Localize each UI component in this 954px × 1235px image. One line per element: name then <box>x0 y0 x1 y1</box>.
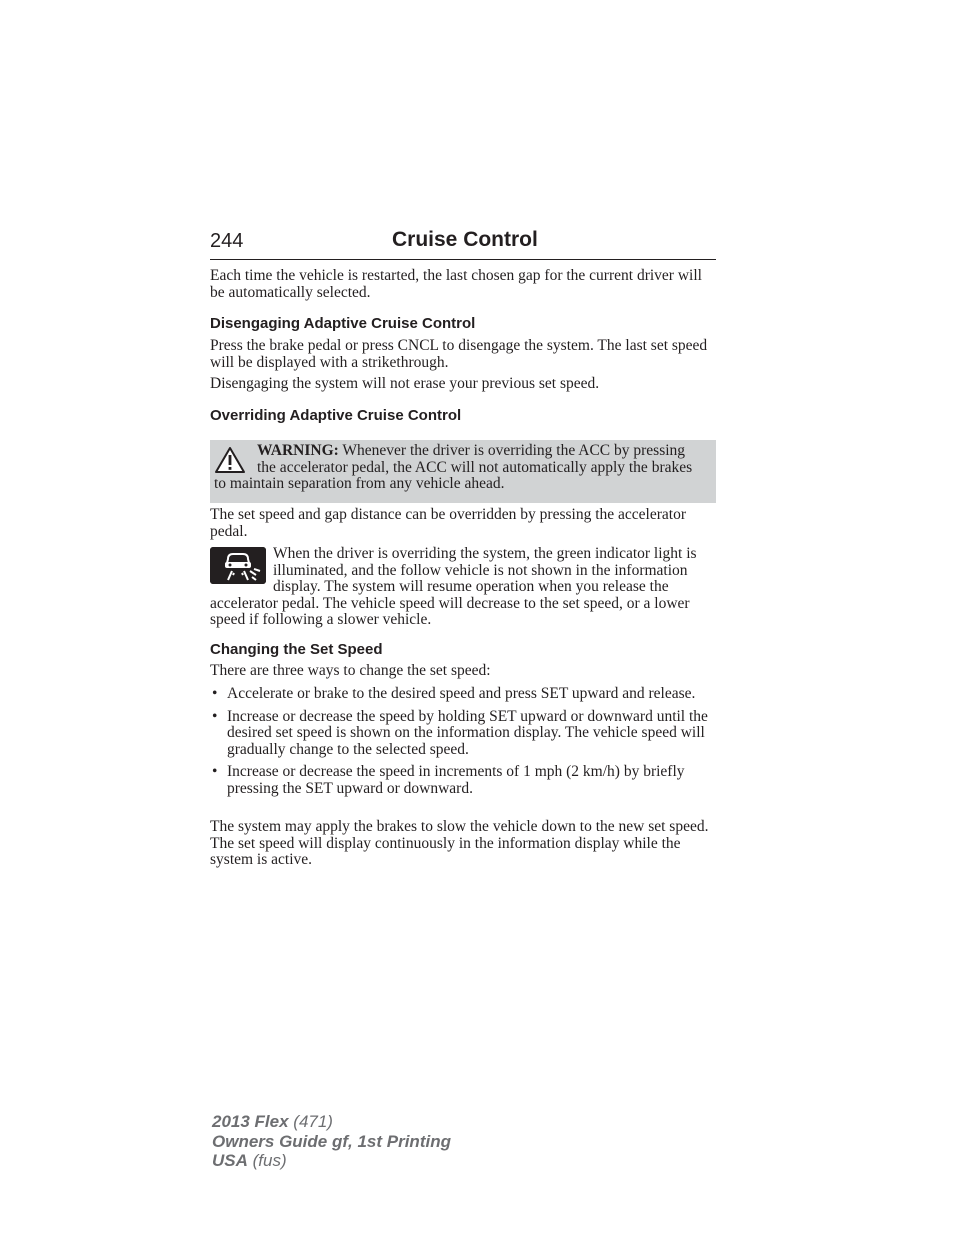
footer-line-2: Owners Guide gf, 1st Printing <box>212 1131 451 1151</box>
disengaging-paragraph-1: Press the brake pedal or press CNCL to disengage the system. The last set speed will be displayed with a strikethrough. <box>210 337 708 371</box>
changing-intro: There are three ways to change the set speed: <box>210 662 491 679</box>
warning-box <box>210 440 716 503</box>
page-number: 244 <box>210 230 244 252</box>
disengaging-paragraph-2: Disengaging the system will not erase your previous set speed. <box>210 375 600 392</box>
closing-paragraph: The system may apply the brakes to slow the vehicle down to the new set speed. The set speed will display continuously in the information display while the system is active. <box>210 818 709 868</box>
set-speed-list <box>210 686 716 803</box>
warning-body: Whenever the driver is overriding the ACC by pressing the accelerator pedal, the ACC will not automatically apply the brakes to maintain separation from any vehicle ahead. <box>214 442 693 492</box>
indicator-paragraph-block <box>210 546 716 629</box>
disengaging-heading: Disengaging Adaptive Cruise Control <box>210 315 476 332</box>
follow-vehicle-indicator-icon <box>210 547 266 584</box>
overriding-heading: Overriding Adaptive Cruise Control <box>210 407 462 424</box>
indicator-paragraph: When the driver is overriding the system, the green indicator light is illuminated, and the follow vehicle is not shown in the information display. The system will resume operation when you release the accelerator pedal. The vehicle speed will decrease to the set speed, or a lower speed if following a slower vehicle. <box>210 545 697 628</box>
override-paragraph: The set speed and gap distance can be overridden by pressing the accelerator pedal. <box>210 506 686 540</box>
page-header <box>210 228 716 260</box>
list-item: • Increase or decrease the speed in increments of 1 mph (2 km/h) by briefly pressing the SET upward or downward. <box>212 763 685 797</box>
warning-label: WARNING: <box>257 442 339 459</box>
footer-line-3: USA (fus) <box>212 1151 287 1170</box>
intro-paragraph: Each time the vehicle is restarted, the last chosen gap for the current driver will be automatically selected. <box>210 267 702 301</box>
changing-heading: Changing the Set Speed <box>210 641 383 658</box>
warning-text <box>214 443 704 493</box>
list-item: • Increase or decrease the speed by holding SET upward or downward until the desired set speed is shown on the information display. The vehicle speed will gradually change to the selected speed. <box>212 707 708 758</box>
footer-line-1: 2013 Flex (471) <box>212 1112 333 1131</box>
list-item: • Accelerate or brake to the desired speed and press SET upward and release. <box>212 685 696 702</box>
page-footer <box>212 1112 451 1171</box>
section-title: Cruise Control <box>392 228 538 251</box>
